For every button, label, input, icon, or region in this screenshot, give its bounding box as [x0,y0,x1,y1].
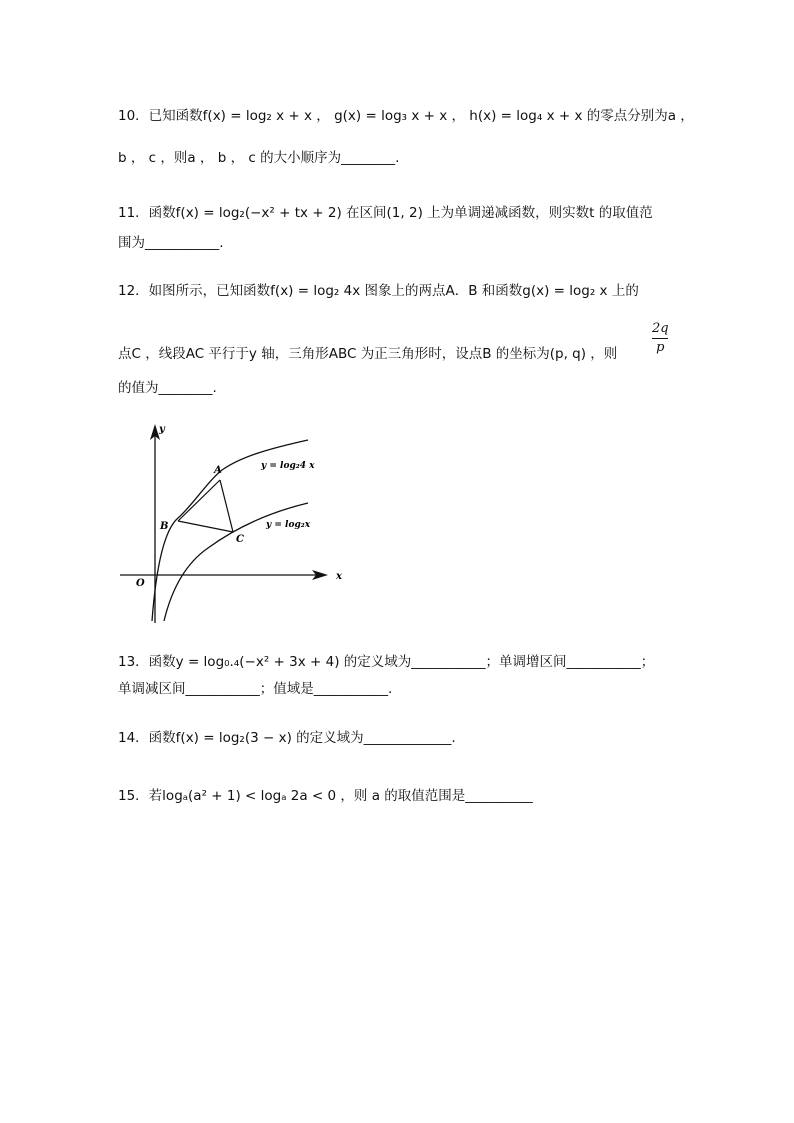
curve2-label: y = log₂x [266,520,311,530]
y-axis-label: y [159,424,165,435]
fraction-denominator: p [656,339,665,355]
x-axis-label: x [336,571,342,582]
fraction-bar [652,338,668,339]
question-12-line-3: 的值为________. [118,380,217,396]
log-graph-figure [112,418,352,628]
question-12-line-1: 12．如图所示，已知函数f(x) = log₂ 4x 图象上的两点A．B 和函数g(x) = log₂ x 上的 [118,283,639,299]
fraction-numerator: 2q [652,321,669,336]
question-11-line-1: 11．函数f(x) = log₂(−x² + tx + 2) 在区间(1, 2) 上为单调递减函数，则实数t 的取值范 [118,205,653,221]
origin-label: O [136,578,145,589]
point-a-label: A [214,465,222,476]
segment-ac [220,480,233,532]
question-13-line-2: 单调减区间___________；值域是___________. [118,681,393,697]
fraction-2q-over-p [652,322,669,354]
question-10-line-1: 10．已知函数f(x) = log₂ x + x ， g(x) = log₃ x + x ， h(x) = log₄ x + x 的零点分别为a ， [118,108,694,124]
question-11-line-2: 围为___________. [118,235,224,251]
question-12-line-2: 点C ，线段AC 平行于y 轴，三角形ABC 为正三角形时，设点B 的坐标为(p, q) ，则 [118,346,618,362]
question-10-line-2: b ， c ，则a ， b ， c 的大小顺序为________. [118,150,400,166]
point-c-label: C [236,534,244,545]
point-b-label: B [160,521,169,532]
question-14-line-1: 14．函数f(x) = log₂(3 − x) 的定义域为_____________. [118,730,456,746]
question-15-line-1: 15．若logₐ(a² + 1) < logₐ 2a < 0 ，则 a 的取值范围是__________ [118,788,533,804]
segment-ab [178,480,220,521]
curve1-label: y = log₂4 x [261,461,315,471]
question-13-line-1: 13．函数y = log₀.₄(−x² + 3x + 4) 的定义域为___________；单调增区间___________； [118,654,655,670]
segment-bc [178,521,233,532]
